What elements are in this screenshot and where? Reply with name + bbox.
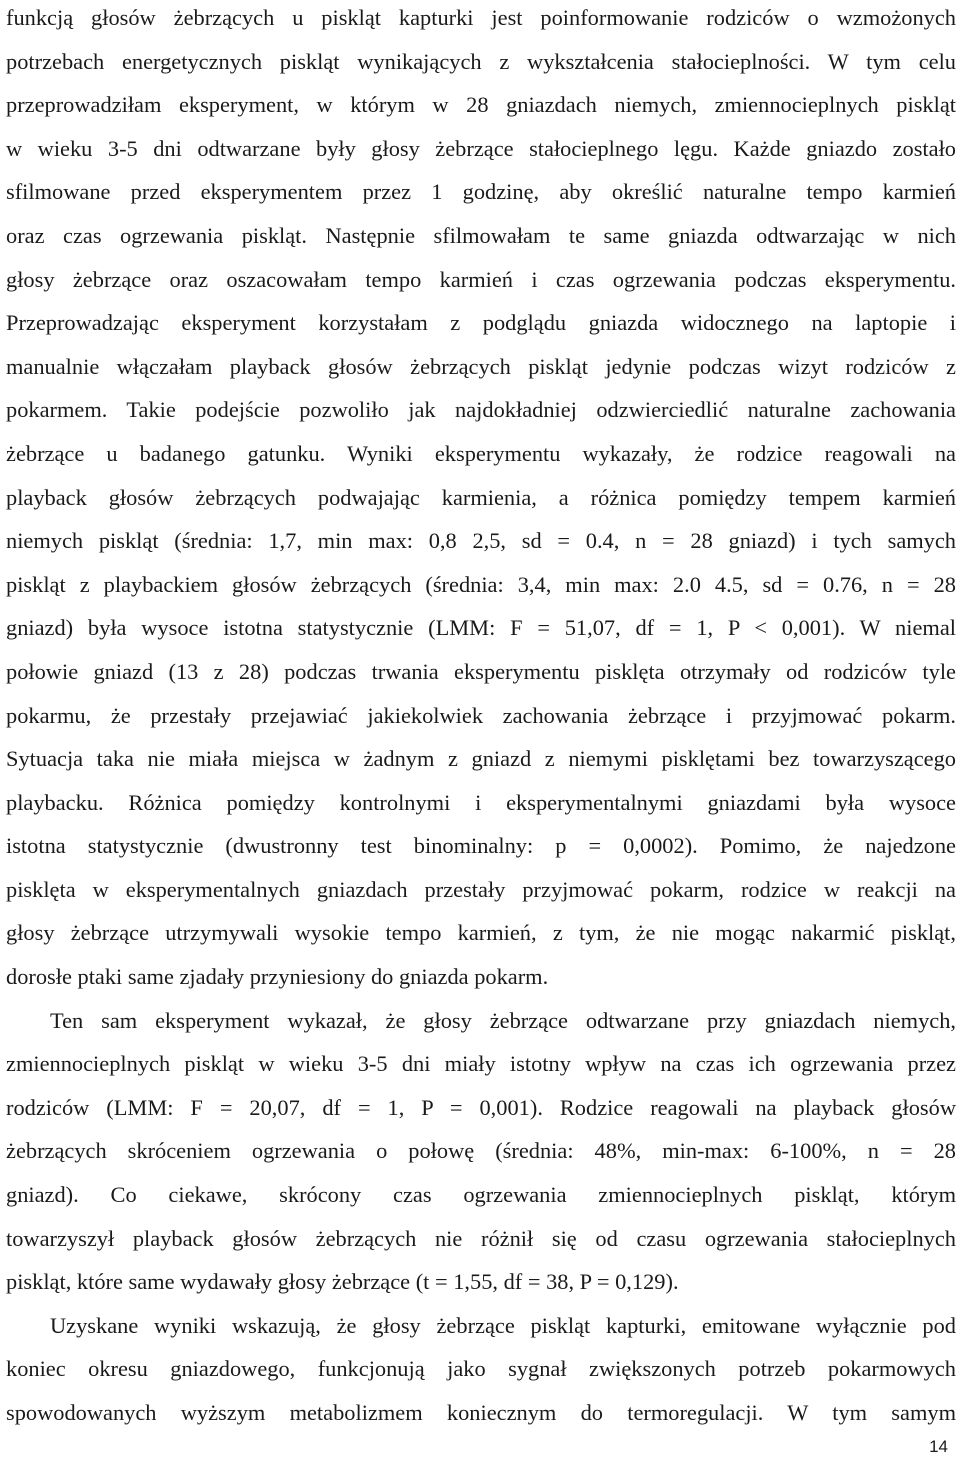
- text-line: manualnie włączałam playback głosów żebrzących piskląt jedynie podczas wizyt rodziców z: [6, 353, 956, 379]
- text-line: Przeprowadzając eksperyment korzystałam z podglądu gniazda widocznego na laptopie i: [6, 310, 956, 336]
- text-line: rodziców (LMM: F = 20,07, df = 1, P = 0,001). Rodzice reagowali na playback głosów: [6, 1094, 956, 1120]
- text-line: żebrzące u badanego gatunku. Wyniki eksperymentu wykazały, że rodzice reagowali na: [6, 440, 956, 466]
- document-page: [6, 0, 956, 1435]
- paragraph-1: [6, 0, 956, 999]
- text-line: żebrzących skróceniem ogrzewania o połowę (średnia: 48%, min-max: 6-100%, n = 28: [6, 1138, 956, 1164]
- text-line: piskląt, które same wydawały głosy żebrzące (t = 1,55, df = 38, P = 0,129).: [6, 1269, 679, 1295]
- text-line: gniazd) była wysoce istotna statystycznie (LMM: F = 51,07, df = 1, P < 0,001). W niemal: [6, 615, 956, 641]
- text-line: w wieku 3-5 dni odtwarzane były głosy żebrzące stałocieplnego lęgu. Każde gniazdo zostało: [6, 135, 956, 161]
- text-line: zmiennocieplnych piskląt w wieku 3-5 dni miały istotny wpływ na czas ich ogrzewania przez: [6, 1051, 956, 1077]
- text-line: funkcją głosów żebrzących u piskląt kapturki jest poinformowanie rodziców o wzmożonych: [6, 5, 956, 30]
- text-line: pokarmem. Takie podejście pozwoliło jak najdokładniej odzwierciedlić naturalne zachowania: [6, 397, 956, 423]
- text-line: koniec okresu gniazdowego, funkcjonują jako sygnał zwiększonych potrzeb pokarmowych: [6, 1356, 956, 1382]
- text-line: pokarmu, że przestały przejawiać jakiekolwiek zachowania żebrzące i przyjmować pokarm.: [6, 702, 956, 728]
- text-line: towarzyszył playback głosów żebrzących nie różnił się od czasu ogrzewania stałocieplnych: [6, 1225, 956, 1251]
- text-line: sfilmowane przed eksperymentem przez 1 godzinę, aby określić naturalne tempo karmień: [6, 179, 956, 205]
- text-line: oraz czas ogrzewania piskląt. Następnie sfilmowałam te same gniazda odtwarzając w nich: [6, 222, 956, 248]
- text-line: niemych piskląt (średnia: 1,7, min max: 0,8 2,5, sd = 0.4, n = 28 gniazd) i tych samych: [6, 528, 956, 554]
- text-line: Ten sam eksperyment wykazał, że głosy żebrzące odtwarzane przy gniazdach niemych,: [50, 1007, 956, 1033]
- text-line: playbacku. Różnica pomiędzy kontrolnymi i eksperymentalnymi gniazdami była wysoce: [6, 789, 956, 815]
- text-line: potrzebach energetycznych piskląt wynikających z wykształcenia stałocieplności. W tym celu: [6, 48, 956, 74]
- text-line: Sytuacja taka nie miała miejsca w żadnym z gniazd z niemymi pisklętami bez towarzyszącego: [6, 746, 956, 772]
- text-line: pisklęta w eksperymentalnych gniazdach przestały przyjmować pokarm, rodzice w reakcji na: [6, 876, 956, 902]
- paragraph-3: [6, 1304, 956, 1435]
- text-line: piskląt z playbackiem głosów żebrzących (średnia: 3,4, min max: 2.0 4.5, sd = 0.76, n = 28: [6, 571, 956, 597]
- text-line: głosy żebrzące oraz oszacowałam tempo karmień i czas ogrzewania podczas eksperymentu.: [6, 266, 956, 292]
- text-line: Uzyskane wyniki wskazują, że głosy żebrzące piskląt kapturki, emitowane wyłącznie pod: [50, 1312, 956, 1338]
- text-line: spowodowanych wyższym metabolizmem koniecznym do termoregulacji. W tym samym: [6, 1400, 956, 1425]
- paragraph-2: [6, 999, 956, 1304]
- text-line: przeprowadziłam eksperyment, w którym w 28 gniazdach niemych, zmiennocieplnych piskląt: [6, 92, 956, 118]
- text-line: dorosłe ptaki same zjadały przyniesiony do gniazda pokarm.: [6, 964, 549, 990]
- text-line: głosy żebrzące utrzymywali wysokie tempo karmień, z tym, że nie mogąc nakarmić piskląt,: [6, 920, 956, 946]
- text-line: gniazd). Co ciekawe, skrócony czas ogrzewania zmiennocieplnych piskląt, którym: [6, 1182, 956, 1208]
- text-line: połowie gniazd (13 z 28) podczas trwania eksperymentu pisklęta otrzymały od rodziców tyle: [6, 658, 956, 684]
- text-line: istotna statystycznie (dwustronny test binominalny: p = 0,0002). Pomimo, że najedzone: [6, 833, 956, 859]
- text-line: playback głosów żebrzących podwajając karmienia, a różnica pomiędzy tempem karmień: [6, 484, 956, 510]
- page-number: 14: [929, 1437, 948, 1456]
